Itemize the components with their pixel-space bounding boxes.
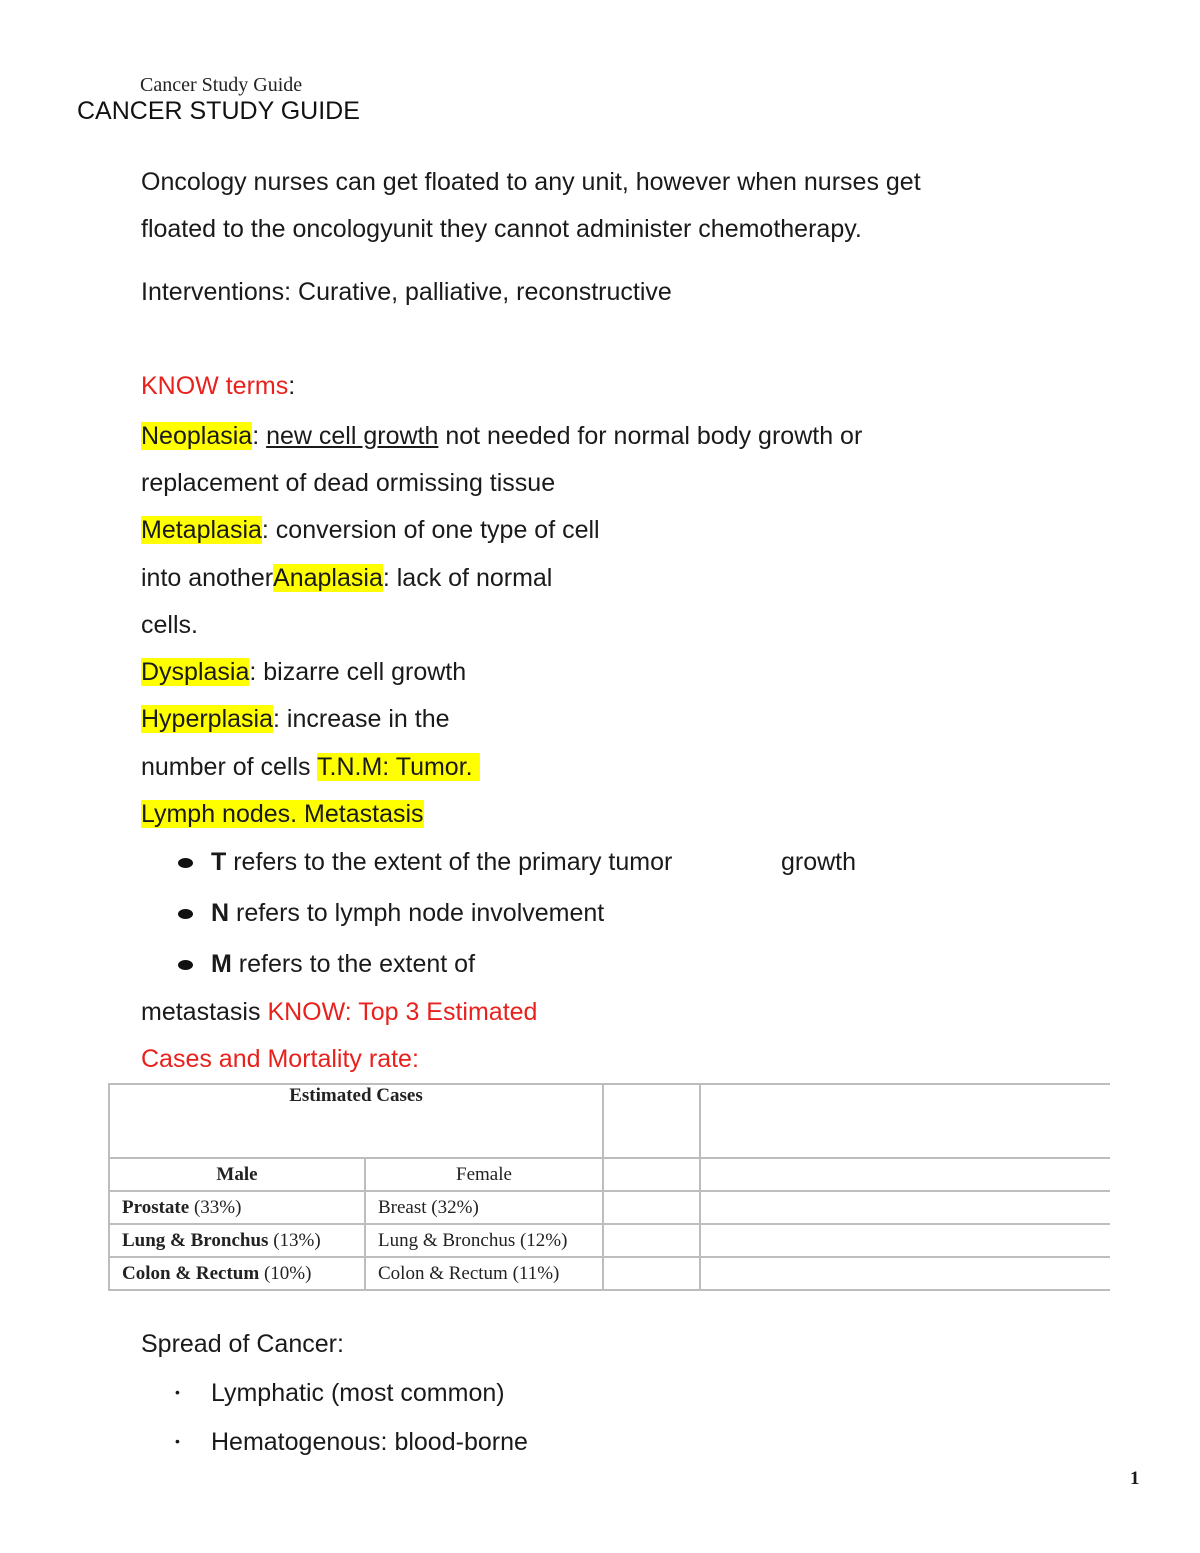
page-number: 1: [1130, 1468, 1140, 1489]
tnm-bullet-letter: M: [211, 950, 232, 978]
tnm-bullet-n: [211, 897, 604, 929]
table-empty-cell: [603, 1084, 700, 1158]
female-cell: Colon & Rectum (11%): [365, 1257, 603, 1290]
tnm-bullet-text: refers to the extent of: [231, 950, 476, 978]
table-row: [109, 1191, 1110, 1224]
male-cell: [109, 1224, 365, 1257]
col-male-header: Male: [109, 1158, 365, 1191]
table-empty-cell: [700, 1257, 1110, 1290]
estimated-cases-table: [108, 1083, 1110, 1291]
know-top3-line-2: Cases and Mortality rate:: [141, 1045, 419, 1073]
male-site: Lung & Bronchus: [122, 1229, 269, 1251]
table-empty-cell: [603, 1158, 700, 1191]
know-top3-line-1: KNOW: Top 3 Estimated: [267, 998, 538, 1026]
tnm-bullet-m: [211, 948, 475, 980]
table-row: [109, 1257, 1110, 1290]
table-empty-cell: [700, 1084, 1110, 1158]
male-site: Prostate: [122, 1196, 190, 1218]
tnm-bullet-t-extra: growth: [781, 848, 857, 876]
neoplasia-line-2: replacement of dead ormissing tissue: [141, 469, 556, 497]
tnm-part-1: T.N.M: Tumor.: [317, 753, 480, 781]
female-cell: Lung & Bronchus (12%): [365, 1224, 603, 1257]
dysplasia-line: [141, 656, 466, 688]
male-pct: (33%): [189, 1196, 242, 1218]
bullet-dot-icon: [178, 909, 193, 919]
col-female-header: Female: [365, 1158, 603, 1191]
neoplasia-term: Neoplasia: [141, 422, 253, 450]
tnm-bullet-text: refers to lymph node involvement: [229, 899, 605, 927]
anaplasia-line: [141, 562, 552, 594]
male-cell: [109, 1257, 365, 1290]
table-empty-cell: [603, 1257, 700, 1290]
intro-line-2: floated to the oncologyunit they cannot administer chemotherapy.: [141, 215, 862, 243]
female-cell: Breast (32%): [365, 1191, 603, 1224]
metastasis-word: metastasis: [141, 998, 268, 1026]
dysplasia-def: : bizarre cell growth: [249, 658, 467, 686]
metaplasia-term: Metaplasia: [141, 516, 262, 544]
running-header: Cancer Study Guide: [140, 74, 303, 96]
anaplasia-line-2: cells.: [141, 611, 198, 639]
hyperplasia-line-2: [141, 751, 480, 783]
know-terms-heading: [141, 370, 295, 402]
male-site: Colon & Rectum: [122, 1262, 260, 1284]
neoplasia-underlined: new cell growth: [266, 422, 439, 450]
bullet-dot-icon: [178, 858, 193, 868]
table-header-row: [109, 1158, 1110, 1191]
intro-line-1: Oncology nurses can get floated to any unit, however when nurses get: [141, 168, 921, 196]
table-empty-cell: [700, 1158, 1110, 1191]
table-row: [109, 1224, 1110, 1257]
dysplasia-term: Dysplasia: [141, 658, 250, 686]
spread-heading: Spread of Cancer:: [141, 1330, 344, 1358]
table-title: Estimated Cases: [289, 1085, 423, 1106]
document-title: CANCER STUDY GUIDE: [77, 97, 360, 125]
tnm-bullet-t: [211, 846, 672, 878]
know-terms-colon: :: [288, 372, 296, 400]
tnm-part-2: Lymph nodes. Metastasis: [141, 800, 424, 828]
male-pct: (10%): [259, 1262, 312, 1284]
table-empty-cell: [603, 1191, 700, 1224]
hyperplasia-line-2-text: number of cells: [141, 753, 318, 781]
metaplasia-line-2: into another: [141, 564, 274, 592]
metaplasia-line: [141, 514, 600, 546]
tnm-line-2: [141, 798, 424, 830]
table-empty-cell: [603, 1224, 700, 1257]
male-pct: (13%): [268, 1229, 321, 1251]
table-title-row: [109, 1084, 1110, 1158]
spread-item: Hematogenous: blood-borne: [211, 1428, 528, 1456]
neoplasia-line: [141, 420, 862, 452]
anaplasia-def: : lack of normal: [382, 564, 553, 592]
interventions-line: Interventions: Curative, palliative, reconstructive: [141, 278, 672, 306]
bullet-dot-icon: [178, 960, 193, 970]
table-empty-cell: [700, 1191, 1110, 1224]
small-bullet-icon: •: [175, 1384, 180, 1400]
know-terms-label: KNOW terms: [141, 372, 289, 400]
hyperplasia-term: Hyperplasia: [141, 705, 274, 733]
table-title-cell: [109, 1084, 603, 1158]
neoplasia-rest: not needed for normal body growth or: [438, 422, 863, 450]
tnm-bullet-letter: N: [211, 899, 230, 927]
metaplasia-def: : conversion of one type of cell: [261, 516, 600, 544]
male-cell: [109, 1191, 365, 1224]
small-bullet-icon: •: [175, 1433, 180, 1449]
anaplasia-term: Anaplasia: [273, 564, 383, 592]
tnm-bullet-text: refers to the extent of the primary tumor: [226, 848, 673, 876]
tnm-bullet-letter: T: [211, 848, 227, 876]
metastasis-know-line: [141, 996, 537, 1028]
neoplasia-sep: :: [252, 422, 267, 450]
hyperplasia-line: [141, 703, 450, 735]
table-empty-cell: [700, 1224, 1110, 1257]
hyperplasia-def: : increase in the: [273, 705, 450, 733]
spread-item: Lymphatic (most common): [211, 1379, 505, 1407]
